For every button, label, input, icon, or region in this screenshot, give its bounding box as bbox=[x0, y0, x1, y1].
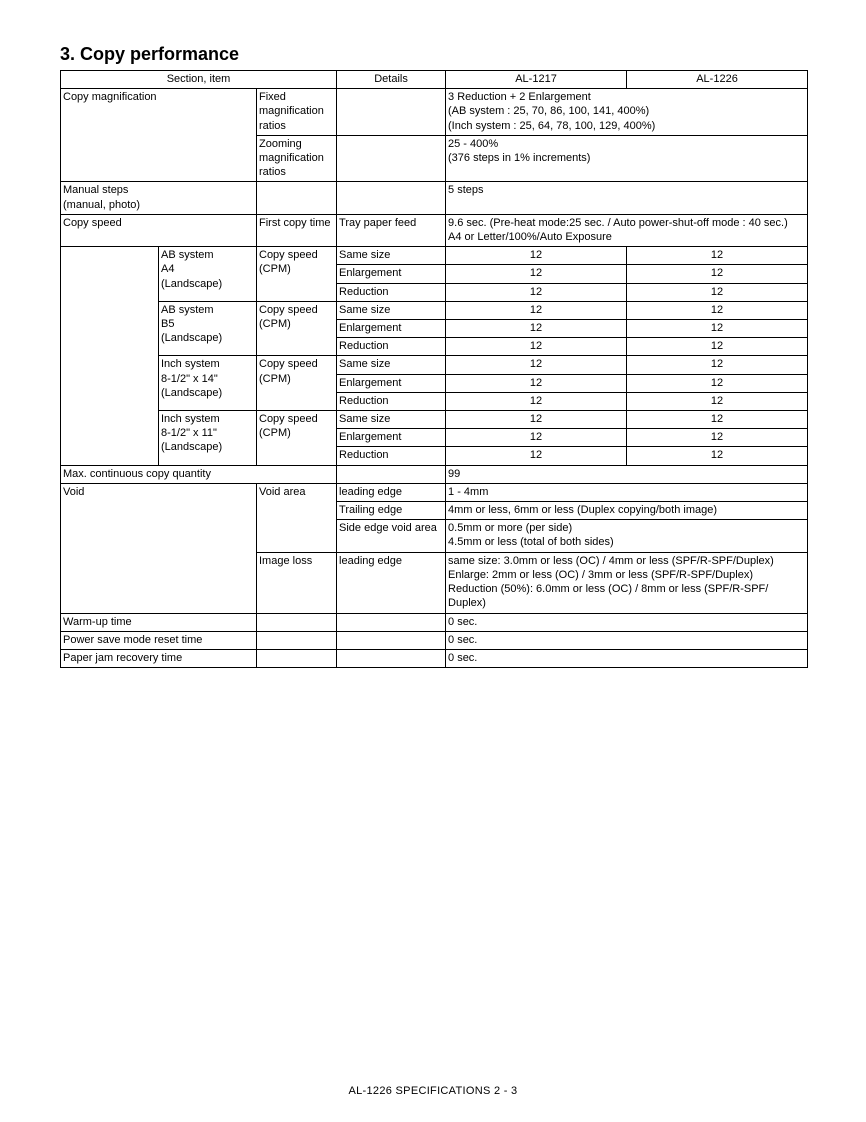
al-1217-value: 12 bbox=[446, 411, 627, 429]
empty-cell bbox=[337, 465, 446, 483]
first-copy-time-value: 9.6 sec. (Pre-heat mode:25 sec. / Auto power-shut-off mode : 40 sec.) A4 or Letter/100%/Auto Exposure bbox=[446, 214, 808, 246]
header-section-item: Section, item bbox=[61, 71, 337, 89]
al-1217-value: 12 bbox=[446, 392, 627, 410]
trailing-edge-value: 4mm or less, 6mm or less (Duplex copying/both image) bbox=[446, 502, 808, 520]
first-copy-time-label: First copy time bbox=[257, 214, 337, 246]
system-label: Inch system 8-1/2" x 11" (Landscape) bbox=[159, 411, 257, 466]
header-model-al-1217: AL-1217 bbox=[446, 71, 627, 89]
void-label: Void bbox=[61, 483, 257, 613]
al-1226-value: 12 bbox=[627, 338, 808, 356]
mode-label: Reduction bbox=[337, 338, 446, 356]
al-1217-value: 12 bbox=[446, 247, 627, 265]
tray-paper-feed-label: Tray paper feed bbox=[337, 214, 446, 246]
cpm-label: Copy speed (CPM) bbox=[257, 247, 337, 302]
empty-cell bbox=[61, 247, 159, 465]
fixed-magnification-value: 3 Reduction + 2 Enlargement (AB system : 25, 70, 86, 100, 141, 400%) (Inch system : 25, 64, 78, 100, 129, 400%) bbox=[446, 89, 808, 136]
table-row bbox=[61, 182, 808, 214]
al-1226-value: 12 bbox=[627, 356, 808, 374]
empty-cell bbox=[337, 649, 446, 667]
al-1226-value: 12 bbox=[627, 447, 808, 465]
al-1217-value: 12 bbox=[446, 265, 627, 283]
al-1217-value: 12 bbox=[446, 320, 627, 338]
copy-speed-label: Copy speed bbox=[61, 214, 257, 246]
table-row bbox=[61, 247, 808, 265]
header-details: Details bbox=[337, 71, 446, 89]
system-label: Inch system 8-1/2" x 14" (Landscape) bbox=[159, 356, 257, 411]
page-footer: AL-1226 SPECIFICATIONS 2 - 3 bbox=[348, 1085, 518, 1097]
al-1217-value: 12 bbox=[446, 447, 627, 465]
empty-cell bbox=[257, 631, 337, 649]
header-row bbox=[61, 71, 808, 89]
table-row bbox=[61, 631, 808, 649]
table-row bbox=[61, 214, 808, 246]
side-edge-label: Side edge void area bbox=[337, 520, 446, 552]
power-save-label: Power save mode reset time bbox=[61, 631, 257, 649]
al-1217-value: 12 bbox=[446, 338, 627, 356]
warmup-label: Warm-up time bbox=[61, 613, 257, 631]
copy-performance-table bbox=[60, 70, 808, 668]
table-row bbox=[61, 649, 808, 667]
table-row bbox=[61, 411, 808, 429]
page-title: 3. Copy performance bbox=[60, 44, 240, 64]
mode-label: Same size bbox=[337, 356, 446, 374]
manual-steps-label: Manual steps (manual, photo) bbox=[61, 182, 257, 214]
system-label: AB system B5 (Landscape) bbox=[159, 301, 257, 356]
mode-label: Reduction bbox=[337, 447, 446, 465]
mode-label: Same size bbox=[337, 411, 446, 429]
al-1226-value: 12 bbox=[627, 429, 808, 447]
trailing-edge-label: Trailing edge bbox=[337, 502, 446, 520]
table-row bbox=[61, 483, 808, 501]
paper-jam-value: 0 sec. bbox=[446, 649, 808, 667]
al-1226-value: 12 bbox=[627, 283, 808, 301]
warmup-value: 0 sec. bbox=[446, 613, 808, 631]
leading-edge-value: 1 - 4mm bbox=[446, 483, 808, 501]
al-1217-value: 12 bbox=[446, 429, 627, 447]
void-area-label: Void area bbox=[257, 483, 337, 552]
al-1217-value: 12 bbox=[446, 283, 627, 301]
max-quantity-value: 99 bbox=[446, 465, 808, 483]
al-1226-value: 12 bbox=[627, 411, 808, 429]
copy-magnification-label: Copy magnification bbox=[61, 89, 257, 182]
al-1217-value: 12 bbox=[446, 356, 627, 374]
fixed-magnification-label: Fixed magnification ratios bbox=[257, 89, 337, 136]
mode-label: Enlargement bbox=[337, 374, 446, 392]
empty-cell bbox=[337, 182, 446, 214]
header-model-al-1226: AL-1226 bbox=[627, 71, 808, 89]
power-save-value: 0 sec. bbox=[446, 631, 808, 649]
al-1226-value: 12 bbox=[627, 374, 808, 392]
table-row bbox=[61, 613, 808, 631]
mode-label: Same size bbox=[337, 301, 446, 319]
mode-label: Reduction bbox=[337, 392, 446, 410]
al-1226-value: 12 bbox=[627, 265, 808, 283]
al-1226-value: 12 bbox=[627, 247, 808, 265]
mode-label: Enlargement bbox=[337, 320, 446, 338]
al-1226-value: 12 bbox=[627, 320, 808, 338]
al-1226-value: 12 bbox=[627, 301, 808, 319]
empty-cell bbox=[337, 613, 446, 631]
mode-label: Enlargement bbox=[337, 429, 446, 447]
al-1217-value: 12 bbox=[446, 301, 627, 319]
empty-cell bbox=[257, 182, 337, 214]
leading-edge-label: leading edge bbox=[337, 483, 446, 501]
table-row bbox=[61, 89, 808, 136]
mode-label: Reduction bbox=[337, 283, 446, 301]
table-row bbox=[61, 356, 808, 374]
image-loss-label: Image loss bbox=[257, 552, 337, 613]
mode-label: Same size bbox=[337, 247, 446, 265]
empty-cell bbox=[337, 89, 446, 136]
mode-label: Enlargement bbox=[337, 265, 446, 283]
zoom-magnification-value: 25 - 400% (376 steps in 1% increments) bbox=[446, 135, 808, 182]
cpm-label: Copy speed (CPM) bbox=[257, 356, 337, 411]
max-quantity-label: Max. continuous copy quantity bbox=[61, 465, 337, 483]
side-edge-value: 0.5mm or more (per side) 4.5mm or less (total of both sides) bbox=[446, 520, 808, 552]
al-1217-value: 12 bbox=[446, 374, 627, 392]
zoom-magnification-label: Zooming magnification ratios bbox=[257, 135, 337, 182]
cpm-label: Copy speed (CPM) bbox=[257, 301, 337, 356]
image-loss-value: same size: 3.0mm or less (OC) / 4mm or less (SPF/R-SPF/Duplex) Enlarge: 2mm or less (OC) / 3mm or less (SPF/R-SPF/Duplex) Reduction (50%): 6.0mm or less (OC) / 8mm or less (SPF/R-SPF/ Duplex) bbox=[446, 552, 808, 613]
system-label: AB system A4 (Landscape) bbox=[159, 247, 257, 302]
paper-jam-label: Paper jam recovery time bbox=[61, 649, 257, 667]
table-row bbox=[61, 465, 808, 483]
empty-cell bbox=[337, 631, 446, 649]
empty-cell bbox=[257, 649, 337, 667]
image-loss-edge-label: leading edge bbox=[337, 552, 446, 613]
al-1226-value: 12 bbox=[627, 392, 808, 410]
cpm-label: Copy speed (CPM) bbox=[257, 411, 337, 466]
empty-cell bbox=[257, 613, 337, 631]
table-row bbox=[61, 301, 808, 319]
manual-steps-value: 5 steps bbox=[446, 182, 808, 214]
empty-cell bbox=[337, 135, 446, 182]
